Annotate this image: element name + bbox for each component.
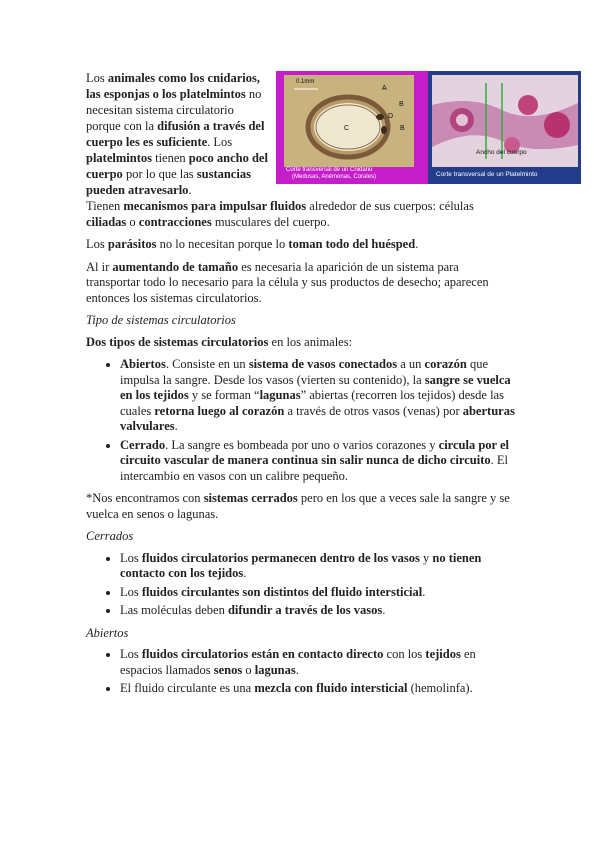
paragraph-dos-tipos (86, 335, 516, 351)
bold-text: lagunas (254, 662, 296, 677)
list-item (120, 551, 516, 582)
body-text (86, 199, 516, 704)
cnidarian-caption-line1: Corte transversal de un Cnidario (286, 167, 373, 173)
bold-text: tejidos (425, 647, 461, 661)
list-tipos (86, 357, 516, 484)
text-run: o (242, 662, 255, 677)
text-run: . (422, 584, 426, 599)
text-run: (hemolinfa). (407, 681, 473, 695)
text-run: . (188, 183, 192, 197)
bold-text: poco ancho del cuerpo (86, 151, 268, 181)
figures (276, 71, 581, 184)
text-run: o (126, 214, 139, 229)
text-run: . Consiste en un (165, 357, 249, 371)
cnidarian-figure (276, 71, 428, 184)
text-run: a través de otros vasos (venas) por (284, 403, 463, 418)
heading-cerrados: Cerrados (86, 529, 134, 543)
scale-label: 0.1mm (296, 79, 315, 85)
bold-text: sustancias pueden atravesarlo (86, 167, 251, 197)
text-run: y se forman “ (188, 388, 260, 402)
bold-text: toman todo del huésped (288, 237, 416, 251)
list-item (120, 603, 516, 619)
text-run: . (295, 662, 299, 677)
figure-label-b1: B (399, 101, 404, 108)
bold-text: fluidos circulatorios permanecen dentro de los vasos (141, 550, 420, 565)
text-run: por lo que las (122, 167, 197, 181)
text-run: Los (120, 550, 142, 565)
bold-text: ciliadas (86, 214, 127, 229)
cnidarian-caption-line2: (Medusas, Anémonas, Corales) (292, 174, 377, 180)
cnidarian-photo (284, 75, 414, 167)
list-item (120, 647, 516, 678)
text-run: no necesitan sistema circulatorio porque con la (86, 87, 262, 133)
list-item-abiertos (120, 357, 516, 435)
intro-paragraph (86, 70, 268, 198)
list-item (120, 681, 516, 697)
bold-text: retorna luego al corazón (154, 403, 285, 418)
figure-label-a: A (382, 85, 387, 92)
bold-text: fluidos circulatorios están en contacto directo (141, 647, 384, 661)
list-abiertos (86, 647, 516, 697)
text-run: con los (383, 647, 426, 661)
text-run: que impulsa la sangre. Desde los vasos (vierten su contenido), la (120, 357, 489, 387)
text-run: Las moléculas deben (120, 603, 228, 617)
text-run: *Nos encontramos con (86, 491, 204, 505)
bold-text: senos (213, 662, 243, 677)
text-run: Los (86, 237, 108, 251)
text-run: en espacios llamados (120, 647, 476, 677)
heading-abiertos: Abiertos (86, 625, 129, 640)
text-run: musculares del cuerpo. (211, 214, 330, 229)
text-run: no lo necesitan porque lo (156, 237, 289, 251)
list-item-cerrado (120, 438, 516, 485)
flatworm-figure (428, 71, 581, 184)
bold-text: circula por el circuito vascular de manera continua sin salir nunca de dicho circuito (120, 437, 510, 467)
bold-text: mecanismos para impulsar fluidos (123, 199, 307, 213)
text-run: tienen (151, 151, 189, 165)
bold-text: sangre se vuelca en los tejidos (120, 372, 511, 402)
paragraph-nota (86, 491, 516, 522)
text-run: Los (120, 647, 142, 661)
paragraph-tamano (86, 260, 516, 307)
text-run: El fluido circulante es una (120, 681, 255, 695)
bold-text: difusión a través del cuerpo les es suficiente (86, 119, 265, 149)
text-run: alrededor de sus cuerpos: células (306, 199, 474, 213)
flatworm-photo (432, 75, 578, 167)
text-run: . (243, 566, 247, 580)
cnidarian-caption (286, 167, 376, 181)
bold-text: platelmintos (86, 151, 152, 165)
text-run: Los (86, 71, 108, 85)
flatworm-caption: Corte transversal de un Platelminto (436, 171, 538, 178)
text-run: Al ir (86, 259, 113, 274)
figure-label-b2: B (400, 125, 405, 132)
text-run: . Los (207, 135, 233, 149)
cnidarian-cross-section-image (284, 75, 414, 167)
figure-label-d: D (388, 113, 394, 120)
bold-text: mezcla con fluido intersticial (254, 681, 408, 695)
heading-tipos: Tipo de sistemas circulatorios (86, 313, 236, 327)
text-run: Los (120, 584, 142, 599)
text-run: en los animales: (268, 334, 353, 349)
text-run: . (382, 603, 386, 617)
list-item (120, 585, 516, 601)
paragraph-mecanismos (86, 199, 516, 230)
bold-text: sistema de vasos conectados (248, 357, 398, 371)
text-run: pero en los que a veces sale la sangre y se vuelca en senos o lagunas. (86, 491, 510, 521)
text-run: . (174, 419, 178, 433)
bold-text: aberturas valvulares (120, 403, 515, 433)
text-run: . El intercambio en vasos con un calibre pequeño. (120, 453, 508, 483)
list-cerrados (86, 551, 516, 619)
text-run: y (419, 550, 433, 565)
bold-text: aumentando de tamaño (112, 259, 239, 274)
bold-text: parásitos (107, 237, 157, 251)
bold-text: sistemas cerrados (203, 491, 298, 505)
bold-text: corazón (424, 357, 467, 371)
ancho-label: Ancho del cuerpo (476, 149, 527, 156)
text-run: Tienen (86, 199, 124, 213)
figure-label-c: C (344, 125, 350, 132)
text-run: es necesaria la aparición de un sistema para transportar todo lo necesario para la célula y sus productos de desecho; aparecen entonces los sistemas circulatorios. (86, 259, 489, 305)
bold-text: Abiertos (120, 357, 166, 371)
bold-text: no tienen contacto con los tejidos (120, 550, 482, 580)
bold-text: lagunas (259, 388, 301, 402)
paragraph-parasitos (86, 237, 516, 253)
text-run: . La sangre es bombeada por uno o varios corazones y (165, 437, 439, 452)
bold-text: Cerrado (120, 437, 166, 452)
text-run: ” abiertas (recorren los tejidos) desde las cuales (120, 388, 504, 418)
text-run: a un (397, 357, 425, 371)
bold-text: fluidos circulantes son distintos del fluido intersticial (141, 584, 423, 599)
bold-text: contracciones (138, 214, 212, 229)
bold-text: Dos tipos de sistemas circulatorios (86, 334, 269, 349)
text-run: . (415, 237, 419, 251)
bold-text: difundir a través de los vasos (227, 603, 383, 617)
bold-text: animales como los cnidarios, las esponjas o los platelmintos (86, 71, 260, 101)
